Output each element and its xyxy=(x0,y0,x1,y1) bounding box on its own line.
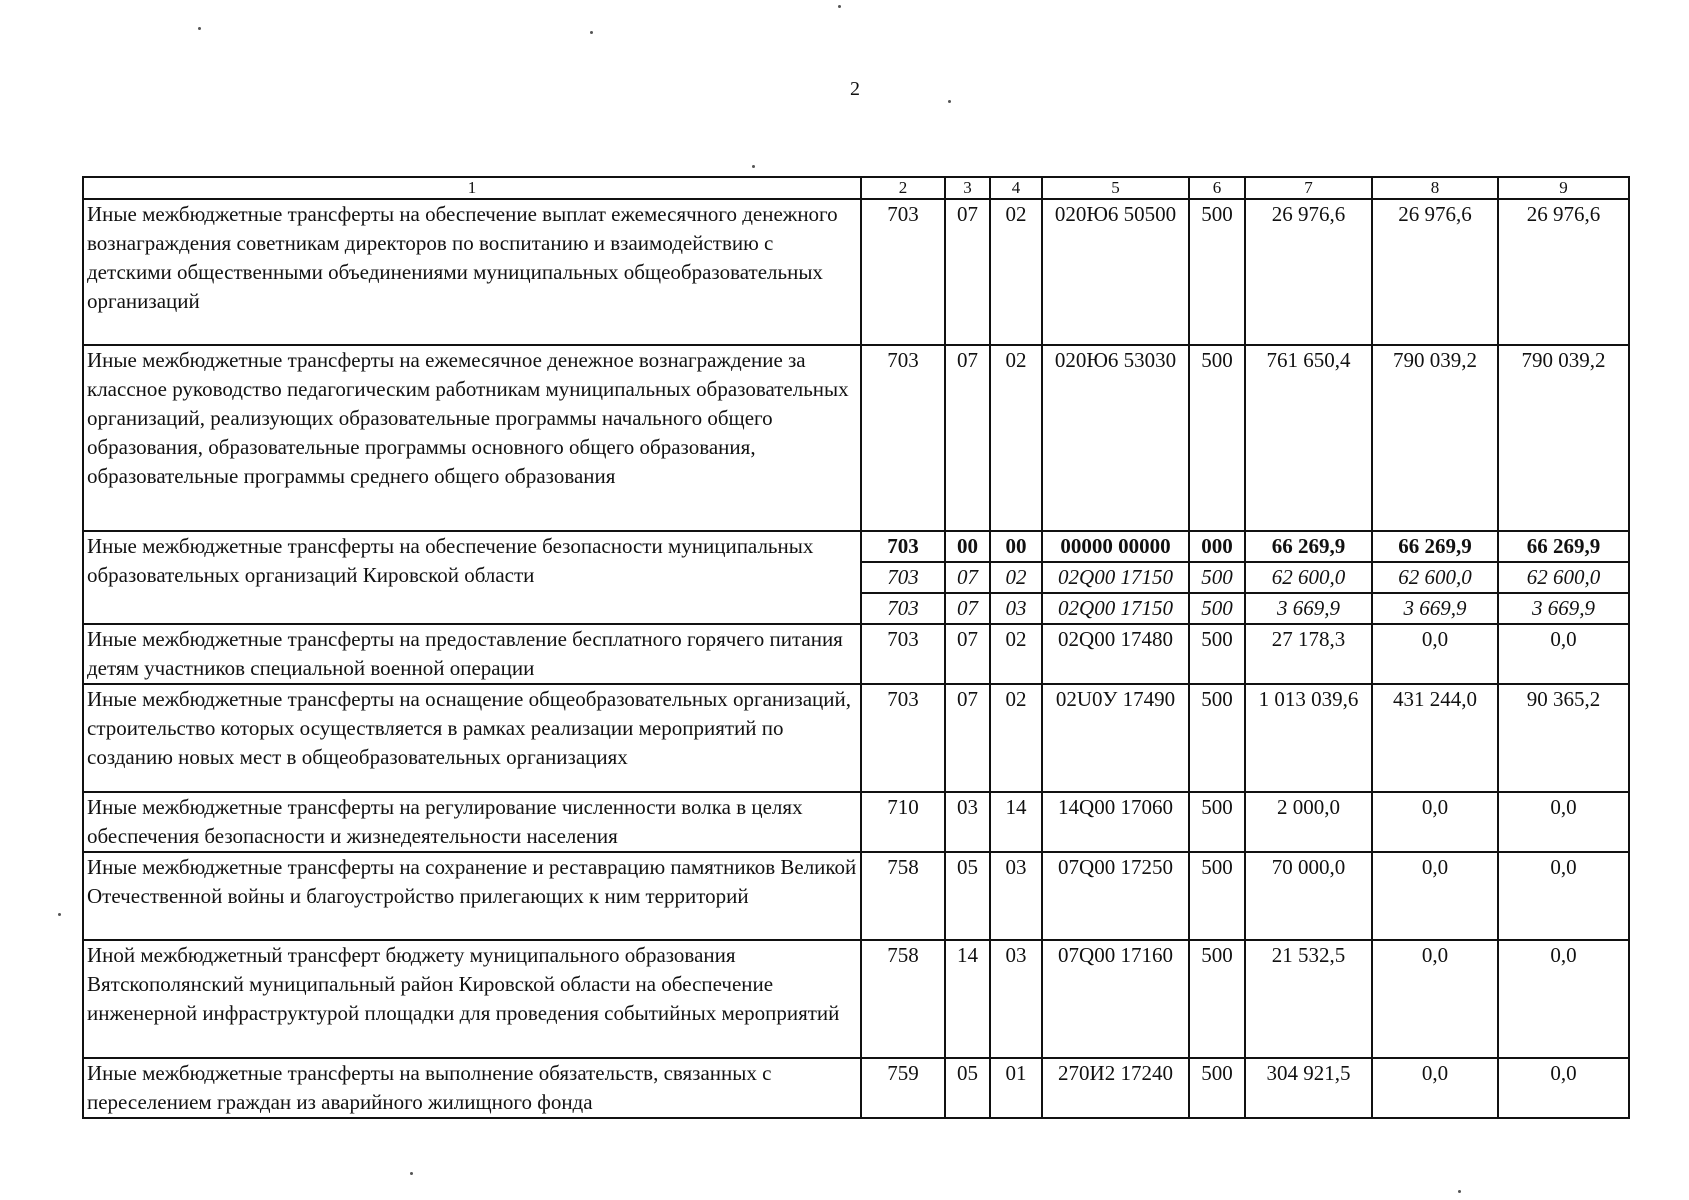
cell-col-5: 02Q00 17150 xyxy=(1042,562,1189,593)
cell-col-8: 66 269,9 xyxy=(1372,531,1498,562)
cell-col-3: 14 xyxy=(945,940,990,1058)
cell-col-7: 27 178,3 xyxy=(1245,624,1372,684)
scan-speck xyxy=(838,5,841,8)
table-row xyxy=(83,852,1629,940)
cell-col-5: 02U0У 17490 xyxy=(1042,684,1189,792)
cell-col-6: 000 xyxy=(1189,531,1245,562)
cell-col-4: 02 xyxy=(990,199,1042,345)
cell-col-7: 3 669,9 xyxy=(1245,593,1372,624)
header-cell: 4 xyxy=(990,177,1042,199)
row-description: Иные межбюджетные трансферты на ежемесячное денежное вознаграждение за классное руководство педагогическим работникам муниципальных образовательных организаций, реализующих образовательные программы начального общего образования, образовательные программы основного общего образования, образовательные программы среднего общего образования xyxy=(83,345,861,531)
cell-col-3: 05 xyxy=(945,1058,990,1118)
cell-col-4: 02 xyxy=(990,345,1042,531)
table-row-total xyxy=(83,531,1629,562)
cell-col-7: 761 650,4 xyxy=(1245,345,1372,531)
cell-col-3: 07 xyxy=(945,199,990,345)
header-cell: 7 xyxy=(1245,177,1372,199)
cell-col-7: 70 000,0 xyxy=(1245,852,1372,940)
cell-col-3: 03 xyxy=(945,792,990,852)
cell-col-5: 07Q00 17250 xyxy=(1042,852,1189,940)
row-description: Иные межбюджетные трансферты на обеспечение безопасности муниципальных образовательных организаций Кировской области xyxy=(83,531,861,624)
cell-col-6: 500 xyxy=(1189,624,1245,684)
cell-col-2: 703 xyxy=(861,199,945,345)
header-cell: 2 xyxy=(861,177,945,199)
cell-col-2: 758 xyxy=(861,940,945,1058)
cell-col-9: 0,0 xyxy=(1498,940,1629,1058)
cell-col-4: 01 xyxy=(990,1058,1042,1118)
table-row xyxy=(83,792,1629,852)
cell-col-3: 07 xyxy=(945,562,990,593)
cell-col-3: 07 xyxy=(945,593,990,624)
cell-col-8: 0,0 xyxy=(1372,792,1498,852)
cell-col-2: 710 xyxy=(861,792,945,852)
cell-col-3: 07 xyxy=(945,345,990,531)
cell-col-4: 02 xyxy=(990,684,1042,792)
cell-col-5: 02Q00 17480 xyxy=(1042,624,1189,684)
table-row xyxy=(83,940,1629,1058)
cell-col-6: 500 xyxy=(1189,345,1245,531)
cell-col-9: 26 976,6 xyxy=(1498,199,1629,345)
cell-col-9: 0,0 xyxy=(1498,852,1629,940)
cell-col-6: 500 xyxy=(1189,562,1245,593)
cell-col-4: 03 xyxy=(990,940,1042,1058)
table-row xyxy=(83,1058,1629,1118)
cell-col-7: 21 532,5 xyxy=(1245,940,1372,1058)
cell-col-5: 07Q00 17160 xyxy=(1042,940,1189,1058)
header-cell: 3 xyxy=(945,177,990,199)
table-row xyxy=(83,684,1629,792)
row-description: Иные межбюджетные трансферты на выполнение обязательств, связанных с переселением граждан из аварийного жилищного фонда xyxy=(83,1058,861,1118)
cell-col-5: 00000 00000 xyxy=(1042,531,1189,562)
cell-col-5: 270И2 17240 xyxy=(1042,1058,1189,1118)
cell-col-5: 020Ю6 53030 xyxy=(1042,345,1189,531)
table-row xyxy=(83,345,1629,531)
cell-col-9: 90 365,2 xyxy=(1498,684,1629,792)
cell-col-7: 1 013 039,6 xyxy=(1245,684,1372,792)
cell-col-6: 500 xyxy=(1189,593,1245,624)
cell-col-3: 07 xyxy=(945,624,990,684)
cell-col-6: 500 xyxy=(1189,199,1245,345)
cell-col-3: 00 xyxy=(945,531,990,562)
row-description: Иные межбюджетные трансферты на регулирование численности волка в целях обеспечения безопасности и жизнедеятельности населения xyxy=(83,792,861,852)
row-description: Иные межбюджетные трансферты на обеспечение выплат ежемесячного денежного вознаграждения советникам директоров по воспитанию и взаимодействию с детскими общественными объединениями муниципальных общеобразовательных организаций xyxy=(83,199,861,345)
table-row xyxy=(83,624,1629,684)
header-cell: 6 xyxy=(1189,177,1245,199)
cell-col-3: 07 xyxy=(945,684,990,792)
cell-col-4: 03 xyxy=(990,593,1042,624)
scan-speck xyxy=(1458,1190,1461,1193)
cell-col-6: 500 xyxy=(1189,1058,1245,1118)
cell-col-6: 500 xyxy=(1189,940,1245,1058)
cell-col-3: 05 xyxy=(945,852,990,940)
cell-col-7: 26 976,6 xyxy=(1245,199,1372,345)
cell-col-7: 2 000,0 xyxy=(1245,792,1372,852)
cell-col-7: 304 921,5 xyxy=(1245,1058,1372,1118)
cell-col-2: 703 xyxy=(861,593,945,624)
cell-col-2: 703 xyxy=(861,562,945,593)
cell-col-5: 020Ю6 50500 xyxy=(1042,199,1189,345)
cell-col-9: 62 600,0 xyxy=(1498,562,1629,593)
cell-col-6: 500 xyxy=(1189,684,1245,792)
cell-col-4: 00 xyxy=(990,531,1042,562)
row-description: Иные межбюджетные трансферты на предоставление бесплатного горячего питания детям участников специальной военной операции xyxy=(83,624,861,684)
cell-col-7: 62 600,0 xyxy=(1245,562,1372,593)
cell-col-2: 703 xyxy=(861,624,945,684)
cell-col-5: 02Q00 17150 xyxy=(1042,593,1189,624)
cell-col-7: 66 269,9 xyxy=(1245,531,1372,562)
cell-col-4: 03 xyxy=(990,852,1042,940)
page-number: 2 xyxy=(850,78,860,100)
scan-speck xyxy=(198,27,201,30)
scan-speck xyxy=(590,31,593,34)
cell-col-8: 431 244,0 xyxy=(1372,684,1498,792)
budget-table xyxy=(82,176,1630,1119)
row-description: Иной межбюджетный трансферт бюджету муниципального образования Вятскополянский муниципальный район Кировской области на обеспечение инженерной инфраструктурой площадки для проведения событийных мероприятий xyxy=(83,940,861,1058)
cell-col-6: 500 xyxy=(1189,792,1245,852)
cell-col-9: 0,0 xyxy=(1498,792,1629,852)
cell-col-2: 703 xyxy=(861,684,945,792)
cell-col-2: 758 xyxy=(861,852,945,940)
cell-col-2: 703 xyxy=(861,531,945,562)
cell-col-2: 703 xyxy=(861,345,945,531)
cell-col-8: 0,0 xyxy=(1372,1058,1498,1118)
row-description: Иные межбюджетные трансферты на сохранение и реставрацию памятников Великой Отечественной войны и благоустройство прилегающих к ним территорий xyxy=(83,852,861,940)
header-row xyxy=(83,177,1629,199)
cell-col-6: 500 xyxy=(1189,852,1245,940)
cell-col-4: 14 xyxy=(990,792,1042,852)
cell-col-8: 0,0 xyxy=(1372,624,1498,684)
cell-col-9: 0,0 xyxy=(1498,624,1629,684)
header-cell: 8 xyxy=(1372,177,1498,199)
header-cell: 9 xyxy=(1498,177,1629,199)
scan-speck xyxy=(410,1172,413,1175)
cell-col-2: 759 xyxy=(861,1058,945,1118)
cell-col-8: 26 976,6 xyxy=(1372,199,1498,345)
row-description: Иные межбюджетные трансферты на оснащение общеобразовательных организаций, строительство которых осуществляется в рамках реализации мероприятий по созданию новых мест в общеобразовательных организациях xyxy=(83,684,861,792)
cell-col-9: 66 269,9 xyxy=(1498,531,1629,562)
table-row xyxy=(83,199,1629,345)
cell-col-8: 62 600,0 xyxy=(1372,562,1498,593)
cell-col-8: 0,0 xyxy=(1372,940,1498,1058)
cell-col-9: 3 669,9 xyxy=(1498,593,1629,624)
cell-col-8: 790 039,2 xyxy=(1372,345,1498,531)
cell-col-8: 3 669,9 xyxy=(1372,593,1498,624)
cell-col-9: 0,0 xyxy=(1498,1058,1629,1118)
cell-col-4: 02 xyxy=(990,624,1042,684)
cell-col-8: 0,0 xyxy=(1372,852,1498,940)
scan-speck xyxy=(948,100,951,103)
cell-col-4: 02 xyxy=(990,562,1042,593)
cell-col-5: 14Q00 17060 xyxy=(1042,792,1189,852)
header-cell: 5 xyxy=(1042,177,1189,199)
cell-col-9: 790 039,2 xyxy=(1498,345,1629,531)
scan-speck xyxy=(752,165,755,168)
header-cell: 1 xyxy=(83,177,861,199)
scan-speck xyxy=(58,913,61,916)
